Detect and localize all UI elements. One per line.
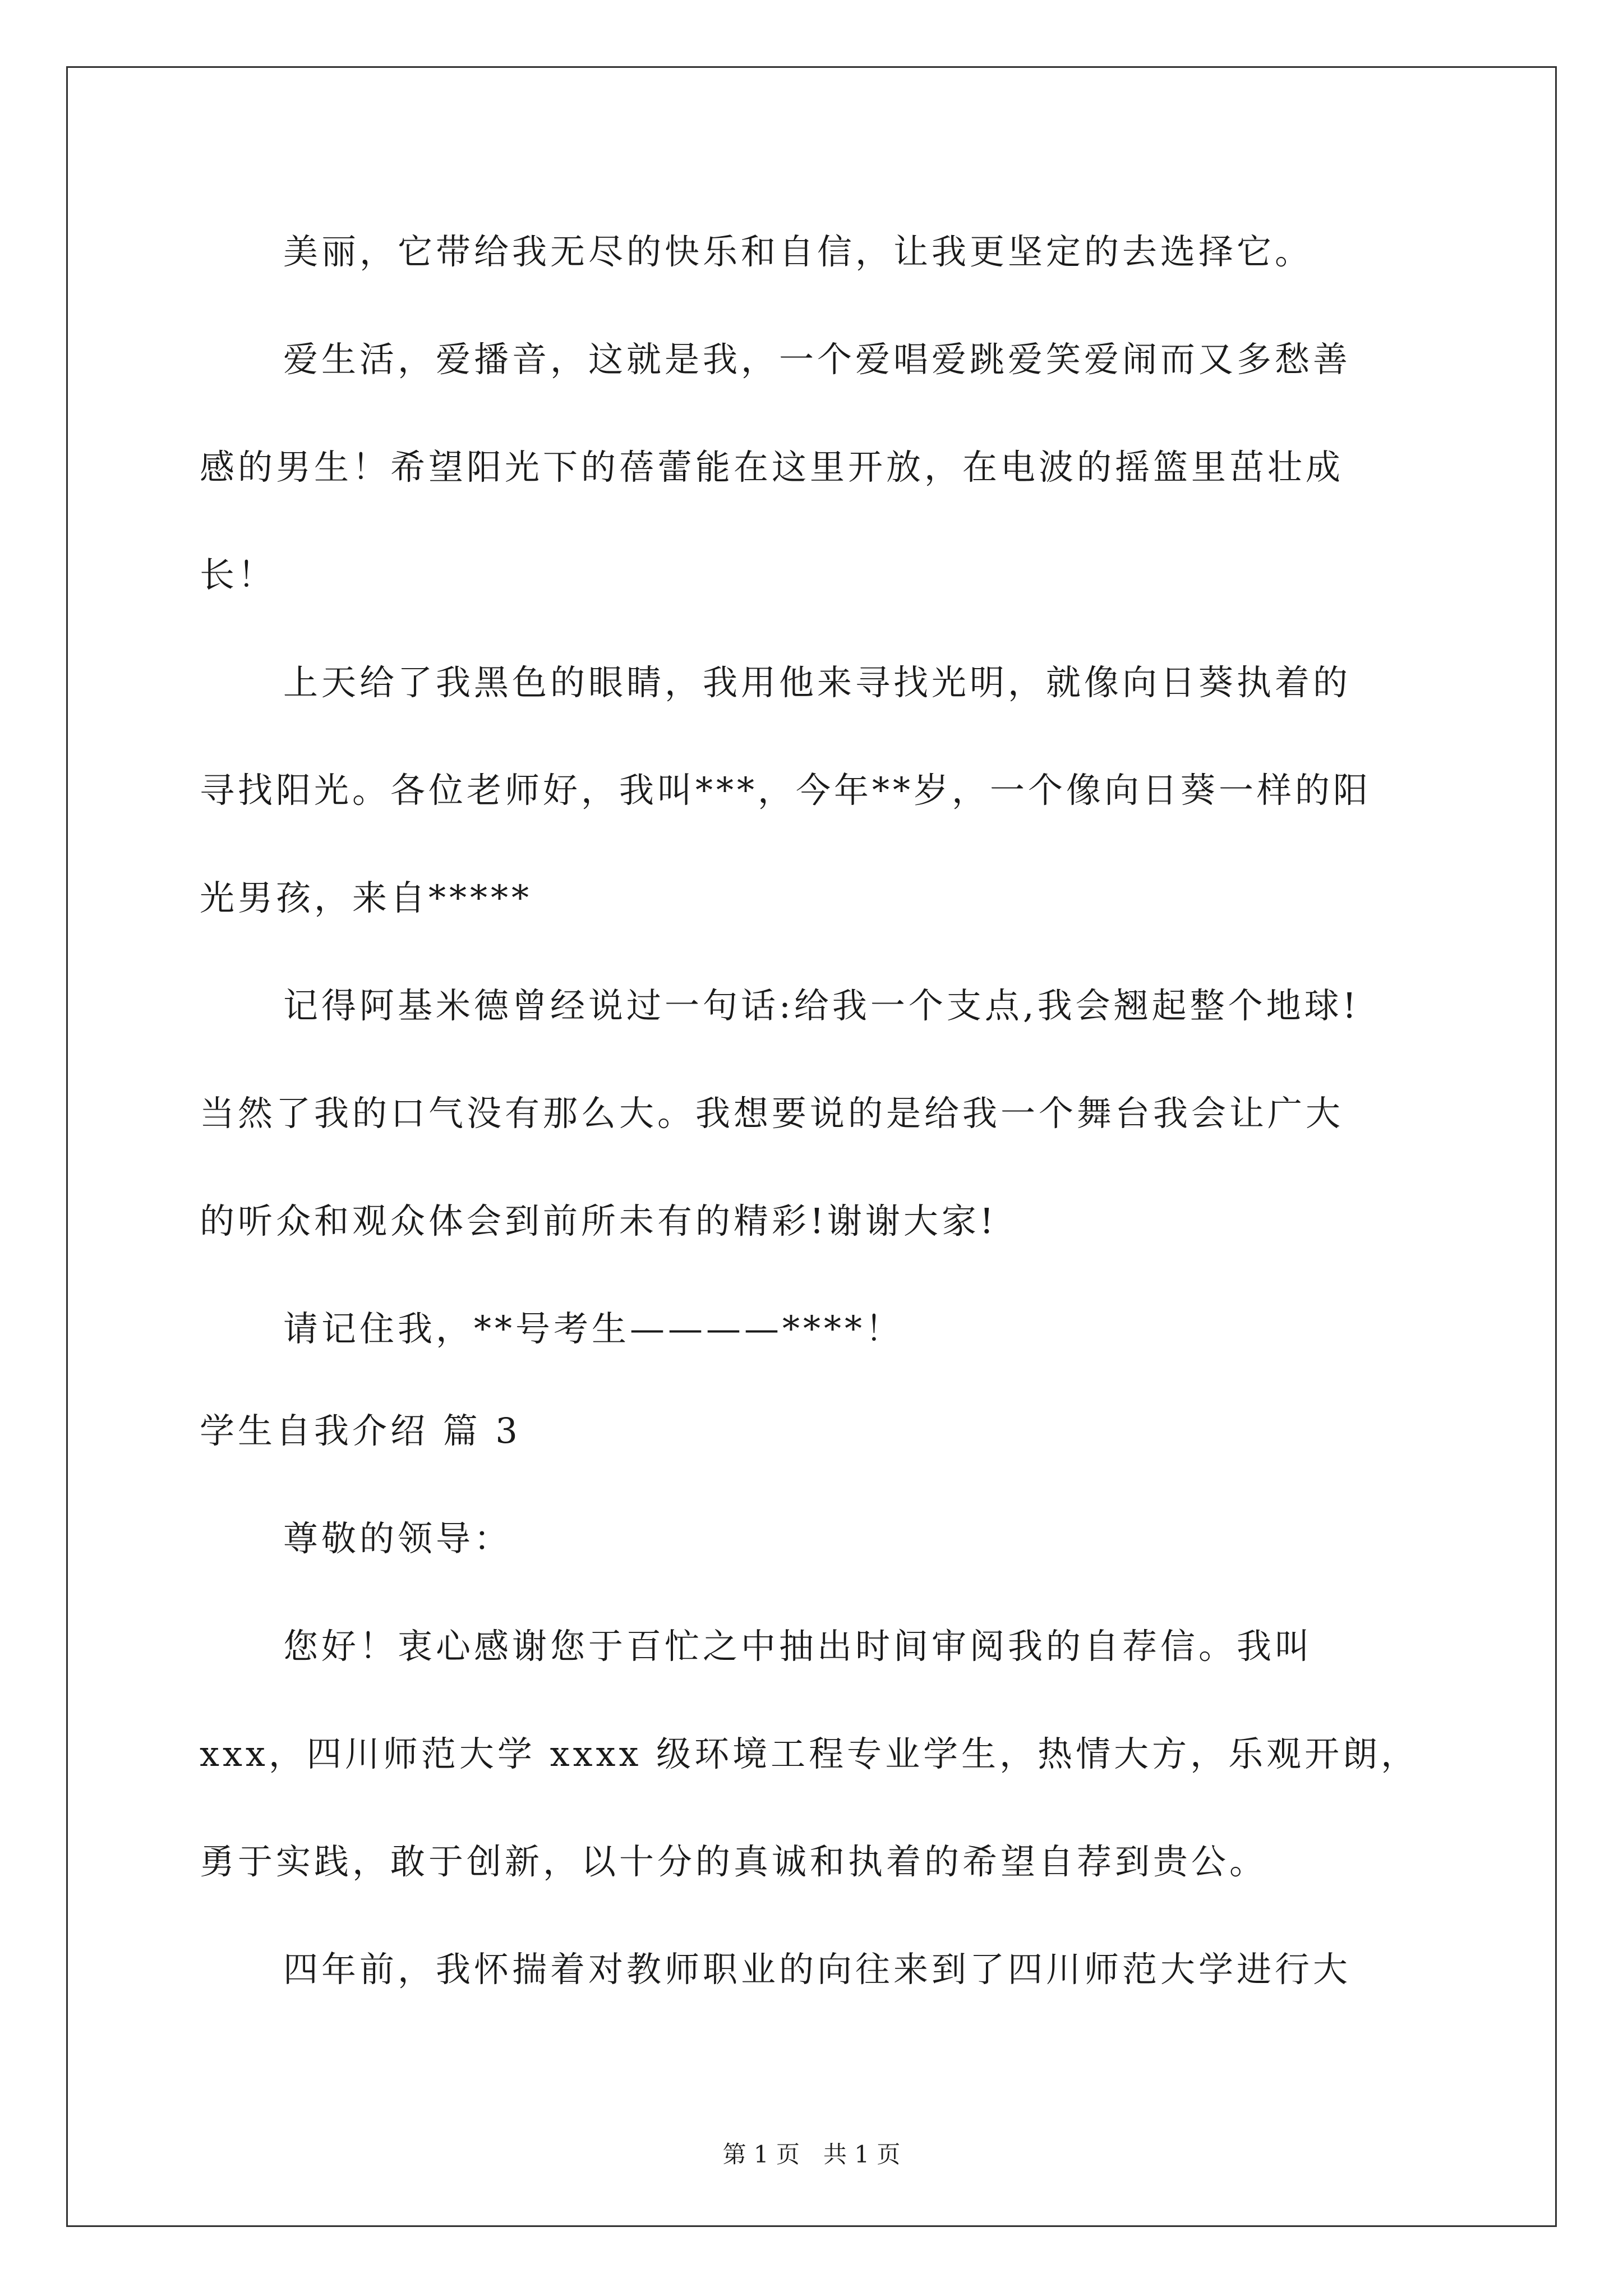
- text-line: 尊敬的领导：: [283, 1518, 513, 1559]
- text-line: 记得阿基米德曾经说过一句话:给我一个支点,我会翘起整个地球!: [283, 985, 1360, 1026]
- page-border: [66, 66, 1557, 2227]
- text-line: 长！: [200, 554, 276, 595]
- text-line: xxx，四川师范大学 xxxx 级环境工程专业学生，热情大方，乐观开朗，: [200, 1733, 1419, 1774]
- text-line: 爱生活，爱播音，这就是我，一个爱唱爱跳爱笑爱闹而又多愁善: [283, 339, 1352, 380]
- text-line: 您好！衷心感谢您于百忙之中抽出时间审阅我的自荐信。我叫: [283, 1626, 1313, 1667]
- text-line: 上天给了我黑色的眼睛，我用他来寻找光明，就像向日葵执着的: [283, 662, 1352, 703]
- text-line: 请记住我，**号考生————****！: [283, 1308, 904, 1349]
- text-line: 感的男生！希望阳光下的蓓蕾能在这里开放，在电波的摇篮里茁壮成: [200, 447, 1344, 487]
- text-line: 光男孩，来自*****: [200, 877, 533, 918]
- text-line: 寻找阳光。各位老师好，我叫***，今年**岁，一个像向日葵一样的阳: [200, 770, 1372, 811]
- text-line: 勇于实践，敢于创新，以十分的真诚和执着的希望自荐到贵公。: [200, 1841, 1268, 1882]
- text-line: 四年前，我怀揣着对教师职业的向往来到了四川师范大学进行大: [283, 1949, 1352, 1990]
- text-line: 美丽，它带给我无尽的快乐和自信，让我更坚定的去选择它。: [283, 231, 1313, 272]
- section-heading: 学生自我介绍 篇 3: [200, 1410, 521, 1451]
- page-number: 第 1 页 共 1 页: [722, 2141, 901, 2168]
- text-line: 的听众和观众体会到前所未有的精彩!谢谢大家!: [200, 1200, 997, 1241]
- text-line: 当然了我的口气没有那么大。我想要说的是给我一个舞台我会让广大: [200, 1093, 1344, 1134]
